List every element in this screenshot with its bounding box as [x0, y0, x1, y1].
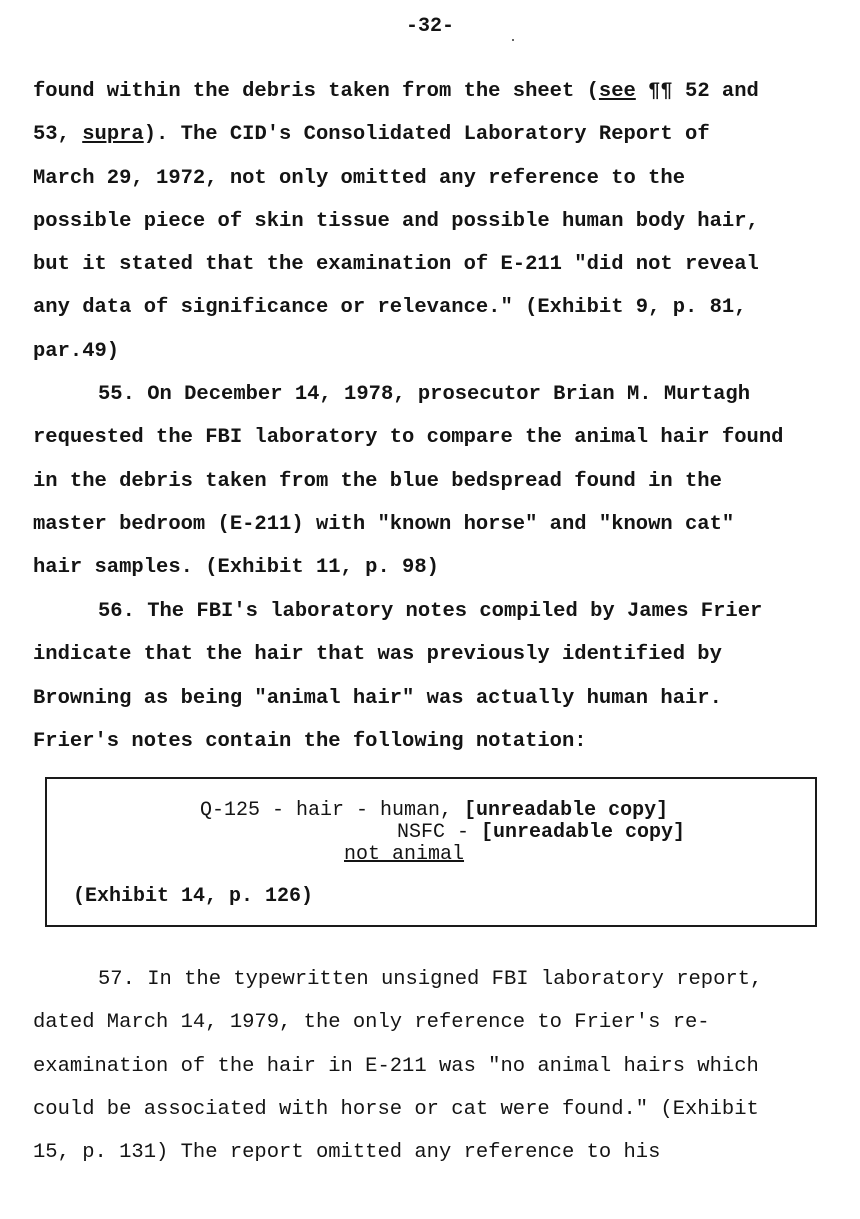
text-line: any data of significance or relevance." (Exhibit 9, p. 81, [33, 296, 747, 320]
text-line: dated March 14, 1979, the only reference to Frier's re- [33, 1011, 710, 1035]
text-line: 55. On December 14, 1978, prosecutor Brian M. Murtagh [98, 383, 751, 406]
text-line: 53, supra). The CID's Consolidated Laboratory Report of [33, 123, 710, 147]
page-number: -32- [405, 15, 454, 38]
exhibit-citation: (Exhibit 14, p. 126) [73, 885, 314, 908]
stray-mark [512, 39, 514, 41]
text-line: indicate that the hair that was previously identified by [33, 643, 722, 667]
text-line: 15, p. 131) The report omitted any reference to his [33, 1141, 661, 1165]
text-line: examination of the hair in E-211 was "no animal hairs which [33, 1054, 759, 1078]
notation-box [45, 777, 817, 927]
paragraph-56 [33, 590, 762, 763]
paragraph-55 [33, 373, 783, 589]
see-signal: see [598, 80, 636, 103]
text-line: hair samples. (Exhibit 11, p. 98) [33, 556, 439, 580]
text-line: master bedroom (E-211) with "known horse" and "known cat" [33, 512, 735, 536]
paragraph-57 [33, 958, 762, 1174]
text-line: 57. In the typewritten unsigned FBI laboratory report, [98, 968, 763, 991]
text-line: possible piece of skin tissue and possible human body hair, [33, 209, 759, 233]
notation-line-2: NSFC - [unreadable copy] [397, 821, 686, 844]
notation-line-1: Q-125 - hair - human, [unreadable copy] [200, 799, 669, 822]
text-line: could be associated with horse or cat were found." (Exhibit [33, 1097, 759, 1121]
notation-line-3: not animal [344, 843, 465, 866]
text-line: par.49) [33, 339, 120, 363]
text-line: but it stated that the examination of E-211 "did not reveal [33, 253, 759, 277]
supra-signal: supra [82, 123, 144, 147]
text-line: found within the debris taken from the sheet (see ¶¶ 52 and [33, 80, 759, 103]
text-line: March 29, 1972, not only omitted any reference to the [33, 166, 686, 190]
text-line: Browning as being "animal hair" was actually human hair. [33, 686, 722, 710]
text-line: in the debris taken from the blue bedspread found in the [33, 469, 722, 493]
text-line: requested the FBI laboratory to compare the animal hair found [33, 426, 784, 450]
text-line: 56. The FBI's laboratory notes compiled by James Frier [98, 600, 763, 623]
paragraph-continuation [33, 70, 759, 373]
text-line: Frier's notes contain the following notation: [33, 729, 587, 753]
